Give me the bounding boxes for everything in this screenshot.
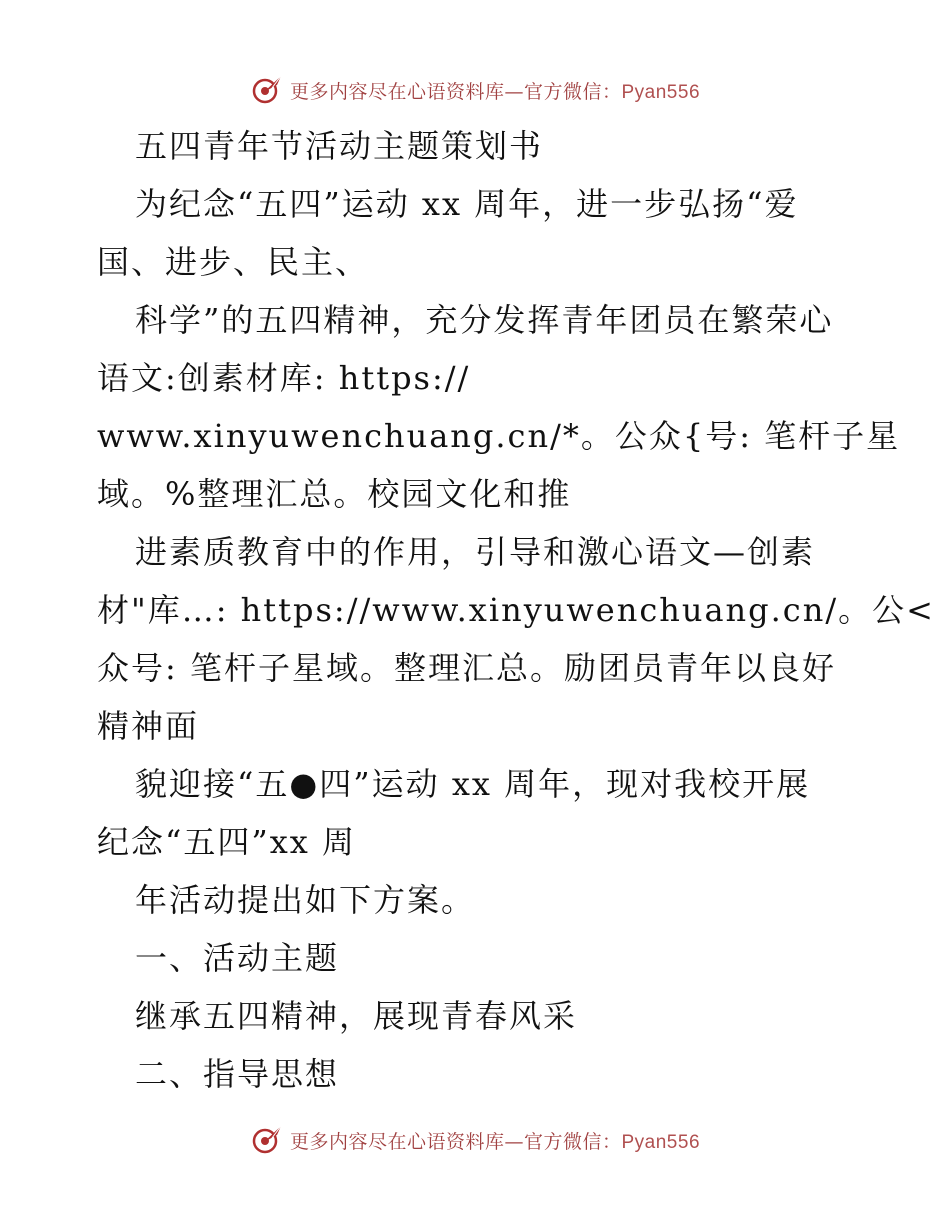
quill-pen-logo-icon (250, 73, 284, 107)
document-line: 材"库…: https://www.xinyuwenchuang.cn/。公< (97, 591, 935, 629)
document-body (97, 117, 935, 1103)
document-line: 语文:创素材库: https:// (97, 359, 471, 397)
quill-pen-logo-icon (250, 1123, 284, 1157)
header-banner-wechat-id: Pyan556 (621, 81, 701, 103)
document-line: 一、活动主题 (135, 939, 340, 977)
document-line: 二、指导思想 (135, 1055, 340, 1093)
document-line: 众号: 笔杆子星域。整理汇总。励团员青年以良好 (97, 649, 836, 687)
header-banner (0, 70, 950, 110)
document-line: 国、进步、民主、 (97, 243, 370, 281)
document-line: 进素质教育中的作用，引导和激心语文—创素 (135, 533, 816, 571)
document-line: 五四青年节活动主题策划书 (135, 127, 544, 165)
document-line: www.xinyuwenchuang.cn/*。公众{号: 笔杆子星 (97, 417, 901, 455)
document-line: 纪念“五四”xx 周 (97, 823, 356, 861)
document-line: 貌迎接“五●四”运动 xx 周年，现对我校开展 (135, 765, 811, 803)
document-line: 为纪念“五四”运动 xx 周年，进一步弘扬“爱 (135, 185, 799, 223)
document-line: 科学”的五四精神，充分发挥青年团员在繁荣心 (135, 301, 834, 339)
document-line: 精神面 (97, 707, 200, 745)
footer-banner-wechat-id: Pyan556 (621, 1131, 701, 1153)
header-banner-text: 更多内容尽在心语资料库—官方微信：Pyan556 (289, 80, 701, 103)
document-line: 年活动提出如下方案。 (135, 881, 476, 919)
footer-banner (0, 1120, 950, 1160)
document-line: 域。%整理汇总。校园文化和推 (97, 475, 572, 513)
footer-banner-text: 更多内容尽在心语资料库—官方微信：Pyan556 (289, 1130, 701, 1153)
document-line: 继承五四精神，展现青春风采 (135, 997, 578, 1035)
